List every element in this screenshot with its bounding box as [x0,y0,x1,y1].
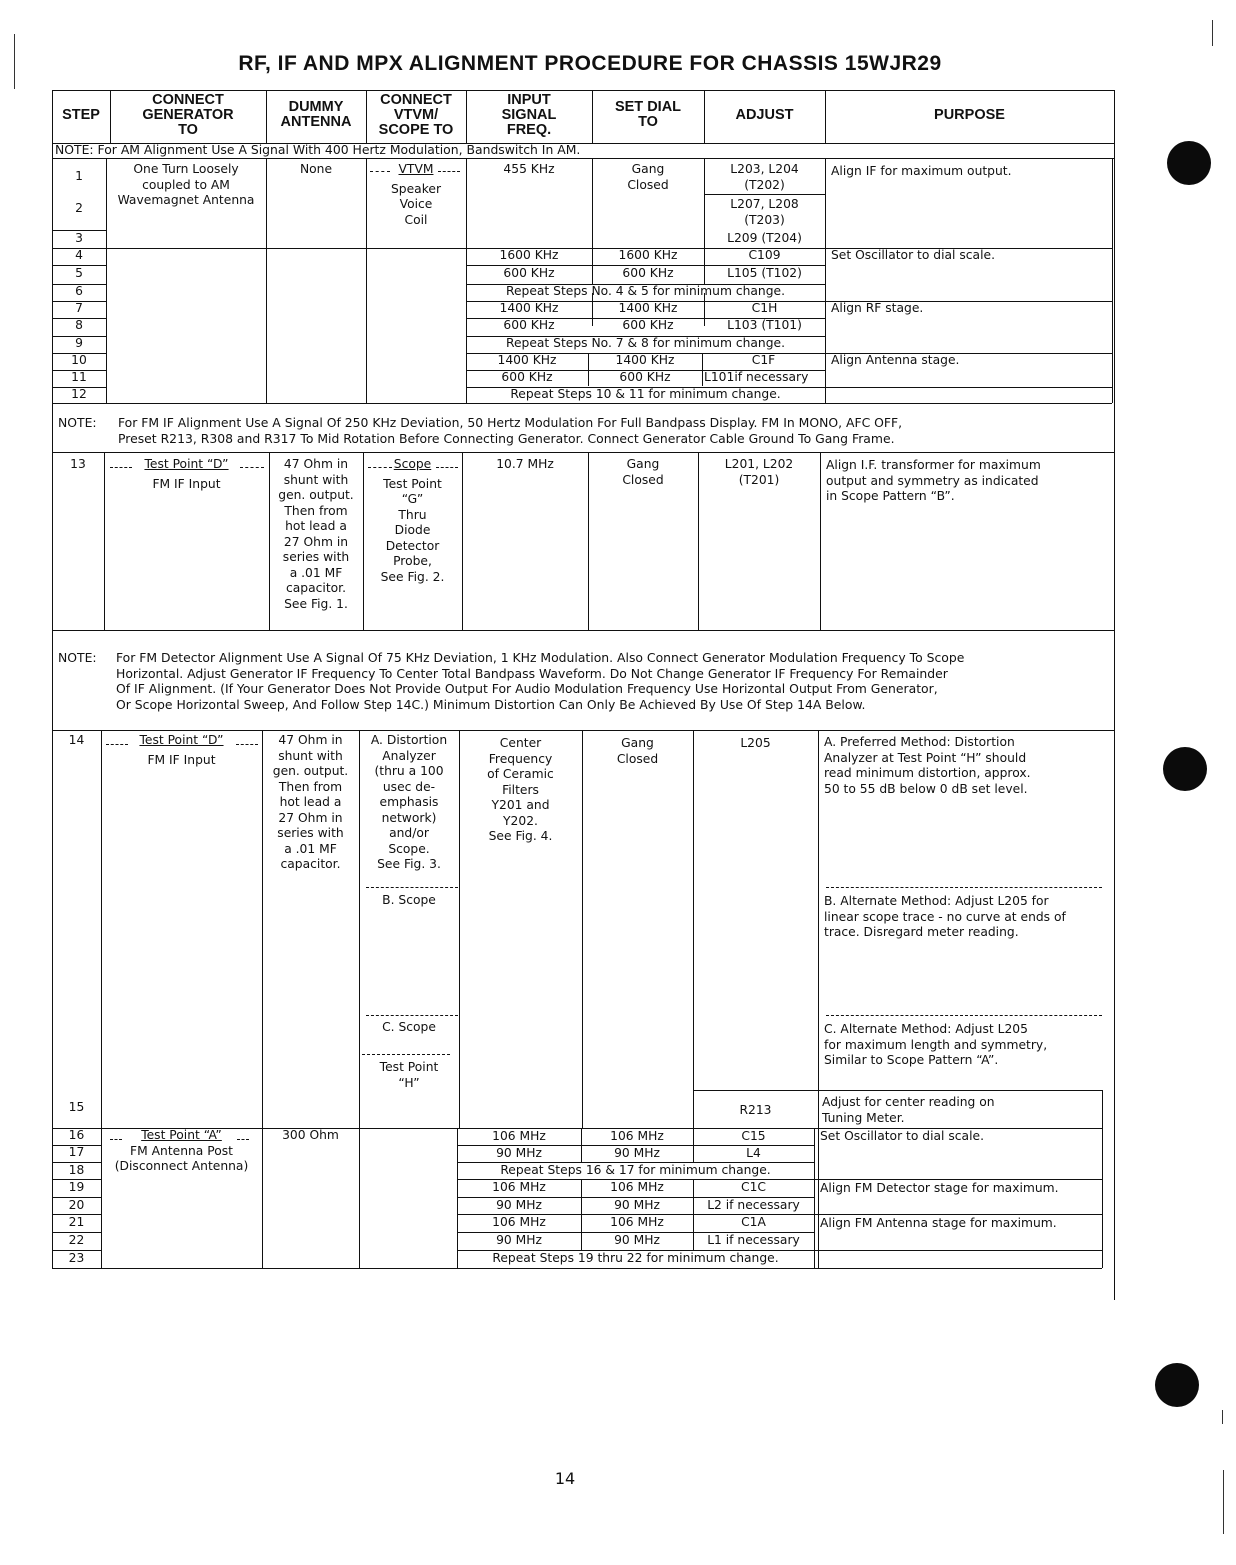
dial-setting: 90 MHz [614,1198,660,1212]
purpose-text: Set Oscillator to dial scale. [820,1129,984,1143]
col-divider [814,1128,815,1268]
header-vtvm: CONNECT VTVM/ SCOPE TO [378,92,454,138]
row-border [52,158,1114,159]
row-border [693,1090,1102,1091]
header-adjust: ADJUST [735,107,794,123]
input-frequency: 106 MHz [492,1129,546,1143]
table-right-border [1114,90,1115,300]
note-fm-detector-label: NOTE: [58,650,97,665]
row-border [52,452,1114,453]
col-divider [101,730,102,1268]
adjust-component: L205 [740,736,771,750]
adjust-component: L1 if necessary [707,1233,800,1247]
adjust-component: C1A [741,1215,766,1229]
adjust-component: (T203) [744,213,785,227]
step-number: 21 [68,1215,85,1229]
dial-setting: 1600 KHz [618,248,678,262]
table-top-border [52,90,1114,91]
step-number: 3 [75,231,83,245]
alignment-table [52,90,1114,1268]
adjust-component: L105 (T102) [727,266,802,280]
input-frequency: 90 MHz [496,1198,542,1212]
input-frequency: 1400 KHz [497,353,557,367]
header-step: STEP [62,107,100,123]
adjust-component: (T202) [744,178,785,192]
purpose-text: Align I.F. transformer for maximum output and symmetry as indicated in Scope Pattern “B”. [826,458,1041,503]
dashed-divider [110,467,132,468]
col-divider [582,730,583,1128]
header-input-signal: INPUT SIGNAL FREQ. [501,92,557,138]
col-divider [825,158,826,403]
step-number: 5 [75,266,83,280]
input-frequency: 90 MHz [496,1146,542,1160]
table-right-border-lower [1114,300,1115,1300]
dial-setting: Gang Closed [616,736,659,766]
step14-generator: Test Point “D” FM IF Input [139,733,224,767]
dashed-divider [438,171,460,172]
header-generator: CONNECT GENERATOR TO [142,92,234,138]
binder-hole-icon [1155,1363,1199,1407]
repeat-instruction: Repeat Steps 10 & 11 for minimum change. [510,387,781,401]
binder-hole-icon [1167,141,1211,185]
margin-mark [1223,1470,1224,1534]
step-number: 18 [68,1163,85,1177]
row-border [704,194,825,195]
purpose-text: Align FM Antenna stage for maximum. [820,1216,1057,1230]
col-divider [1102,1090,1103,1128]
purpose-method-b: B. Alternate Method: Adjust L205 for linear scope trace - no curve at ends of trace. Disregard meter reading. [824,894,1066,939]
dial-setting: 1400 KHz [615,353,675,367]
adjust-component: L4 [746,1146,761,1160]
dashed-divider [826,887,1102,888]
input-frequency: 1400 KHz [499,301,559,315]
input-frequency: 1600 KHz [499,248,559,262]
note-fm-if-text: For FM IF Alignment Use A Signal Of 250 KHz Deviation, 50 Hertz Modulation For Full Bandpass Display. FM In MONO, AFC OFF, Preset R213, R308 and R317 To Mid Rotation Before Connecting Generator. Connect Generator Cable Ground To Gang Frame. [118,415,903,446]
dial-setting: 90 MHz [614,1146,660,1160]
adjust-component: C1C [741,1180,766,1194]
col-divider [1112,158,1113,403]
step-number: 6 [75,284,83,298]
input-frequency: 600 KHz [501,370,553,384]
row-border [52,403,1112,404]
margin-mark [14,34,15,89]
col-divider [266,158,267,403]
row-border [52,630,1114,631]
adjust-component: L207, L208 [730,197,799,211]
row-border [52,730,1114,731]
note-fm-if-label: NOTE: [58,415,97,430]
input-frequency: 455 KHz [503,162,555,176]
input-frequency: 106 MHz [492,1215,546,1229]
step-number: 14 [68,733,85,747]
adjust-component: L209 (T204) [727,231,802,245]
adjust-component: C109 [748,248,781,262]
adjust-component: L203, L204 [730,162,799,176]
purpose-text: Align FM Detector stage for maximum. [820,1181,1059,1195]
step-number: 4 [75,248,83,262]
adjust-component: L201, L202 (T201) [724,457,794,487]
purpose-text: Align IF for maximum output. [831,164,1012,178]
step15-scope-connection: Test Point “H” [379,1060,439,1090]
step-number: 20 [68,1198,85,1212]
step-number: 12 [71,387,87,401]
repeat-instruction: Repeat Steps 16 & 17 for minimum change. [500,1163,771,1177]
dashed-divider [436,467,458,468]
dial-setting: 600 KHz [619,370,671,384]
input-frequency: 90 MHz [496,1233,542,1247]
step-number: 10 [71,353,87,367]
dashed-divider [240,467,264,468]
dashed-divider [370,171,390,172]
dial-setting: Gang [631,162,665,176]
dashed-divider [236,744,258,745]
col-divider [818,730,819,1268]
note-fm-detector-text: For FM Detector Alignment Use A Signal Of 75 KHz Deviation, 1 KHz Modulation. Also Connect Generator Modulation Frequency To Scope Horizontal. Adjust Generator IF Frequency To Center Total Bandpass Waveform. Do Not Change Generator IF Frequency For Remainder Of IF Alignment. (If Your Generator Does Not Provide Output For Audio Modulation Frequency Use Horizontal Output From Generator, Or Scope Horizontal Sweep, And Follow Step 14C.) Minimum Distortion Can Only Be Achieved By Use Of Step 14A Below. [116,650,965,712]
dial-setting: 600 KHz [622,318,674,332]
adjust-component: C1F [751,353,776,367]
step-number: 7 [75,301,83,315]
step-number: 23 [68,1251,85,1265]
dial-setting: 90 MHz [614,1233,660,1247]
step-number: 22 [68,1233,85,1247]
input-frequency: 600 KHz [503,318,555,332]
step-number: 19 [68,1180,85,1194]
dial-setting: 1400 KHz [618,301,678,315]
header-set-dial: SET DIAL TO [614,99,682,130]
step-number: 2 [75,201,83,215]
step-number: 9 [75,336,83,350]
step14-dummy-antenna: 47 Ohm in shunt with gen. output. Then from hot lead a 27 Ohm in series with a .01 MF capacitor. [272,733,349,871]
adjust-component: C15 [741,1129,766,1143]
dashed-divider [237,1139,249,1140]
col-divider [1102,1128,1103,1268]
purpose-text: Adjust for center reading on Tuning Meter. [822,1095,995,1125]
step14-input-signal: Center Frequency of Ceramic Filters Y201 and Y202. See Fig. 4. [487,736,554,843]
dashed-divider [826,1015,1102,1016]
step13-scope-connection: Scope Test Point “G” Thru Diode Detector Probe, See Fig. 2. [380,457,445,584]
purpose-method-c: C. Alternate Method: Adjust L205 for maximum length and symmetry, Similar to Scope Pattern “A”. [824,1022,1048,1067]
binder-hole-icon [1163,747,1207,791]
purpose-text: Set Oscillator to dial scale. [831,248,995,262]
dial-setting: 106 MHz [610,1180,664,1194]
step-number: 16 [68,1128,85,1142]
col-divider [820,452,821,630]
purpose-text: Align RF stage. [831,301,924,315]
step-number: 13 [70,457,86,471]
margin-mark [1222,1410,1223,1424]
col-divider [693,730,694,1128]
adjust-component: C1H [751,301,778,315]
page-number: 14 [554,1469,576,1488]
dial-setting: 106 MHz [610,1215,664,1229]
adjust-component: R213 [739,1103,772,1117]
input-frequency: 106 MHz [492,1180,546,1194]
step14-method-a-connection: A. Distortion Analyzer (thru a 100 usec de- emphasis network) and/or Scope. See Fig. 3. [370,733,448,871]
table-bottom-border [52,1268,1102,1269]
adjust-component: L103 (T101) [727,318,802,332]
input-frequency: 10.7 MHz [496,457,554,471]
fm-dummy-antenna: 300 Ohm [282,1128,339,1142]
repeat-instruction: Repeat Steps No. 7 & 8 for minimum change. [505,336,786,350]
note-am-alignment: NOTE: For AM Alignment Use A Signal With 400 Hertz Modulation, Bandswitch In AM. [55,142,581,157]
header-dummy-antenna: DUMMY ANTENNA [280,99,352,130]
input-frequency: 600 KHz [503,266,555,280]
repeat-instruction: Repeat Steps No. 4 & 5 for minimum change. [505,284,786,298]
dial-setting: Gang Closed [622,457,664,487]
margin-mark [1212,20,1213,46]
am-dummy-antenna: None [299,162,333,176]
fm-generator-connection: Test Point “A” FM Antenna Post (Disconnect Antenna) [114,1128,249,1173]
header-purpose: PURPOSE [934,107,1005,123]
dashed-divider [366,887,458,888]
purpose-text: Align Antenna stage. [831,353,960,367]
purpose-method-a: A. Preferred Method: Distortion Analyzer at Test Point “H” should read minimum distortion, approx. 50 to 55 dB below 0 dB set level. [824,735,1031,796]
adjust-component: L101if necessary [704,370,809,384]
dial-setting: 600 KHz [622,266,674,280]
dashed-divider [366,1015,458,1016]
am-vtvm-connection: VTVM Speaker Voice Coil [390,162,442,227]
step-number: 15 [68,1100,85,1114]
repeat-instruction: Repeat Steps 19 thru 22 for minimum change. [492,1251,779,1265]
step14-method-c-connection: C. Scope [382,1020,436,1034]
dashed-divider [106,744,128,745]
dial-setting: 106 MHz [610,1129,664,1143]
am-generator-connection: One Turn Loosely coupled to AM Wavemagnet Antenna [117,162,255,207]
page-title: RF, IF AND MPX ALIGNMENT PROCEDURE FOR CHASSIS 15WJR29 [238,52,942,75]
col-divider [462,452,463,630]
dashed-divider [110,1139,122,1140]
dial-setting: Closed [627,178,669,192]
step-number: 11 [71,370,87,384]
adjust-component: L2 if necessary [707,1198,800,1212]
step13-dummy-antenna: 47 Ohm in shunt with gen. output. Then from hot lead a 27 Ohm in series with a .01 MF capacitor. See Fig. 1. [278,457,354,611]
dashed-divider [362,1054,450,1055]
dashed-divider [368,467,392,468]
step-number: 8 [75,318,83,332]
step14-method-b-connection: B. Scope [382,893,436,907]
step13-generator: Test Point “D” FM IF Input [144,457,229,491]
step-number: 17 [68,1145,85,1159]
step-number: 1 [75,169,83,183]
